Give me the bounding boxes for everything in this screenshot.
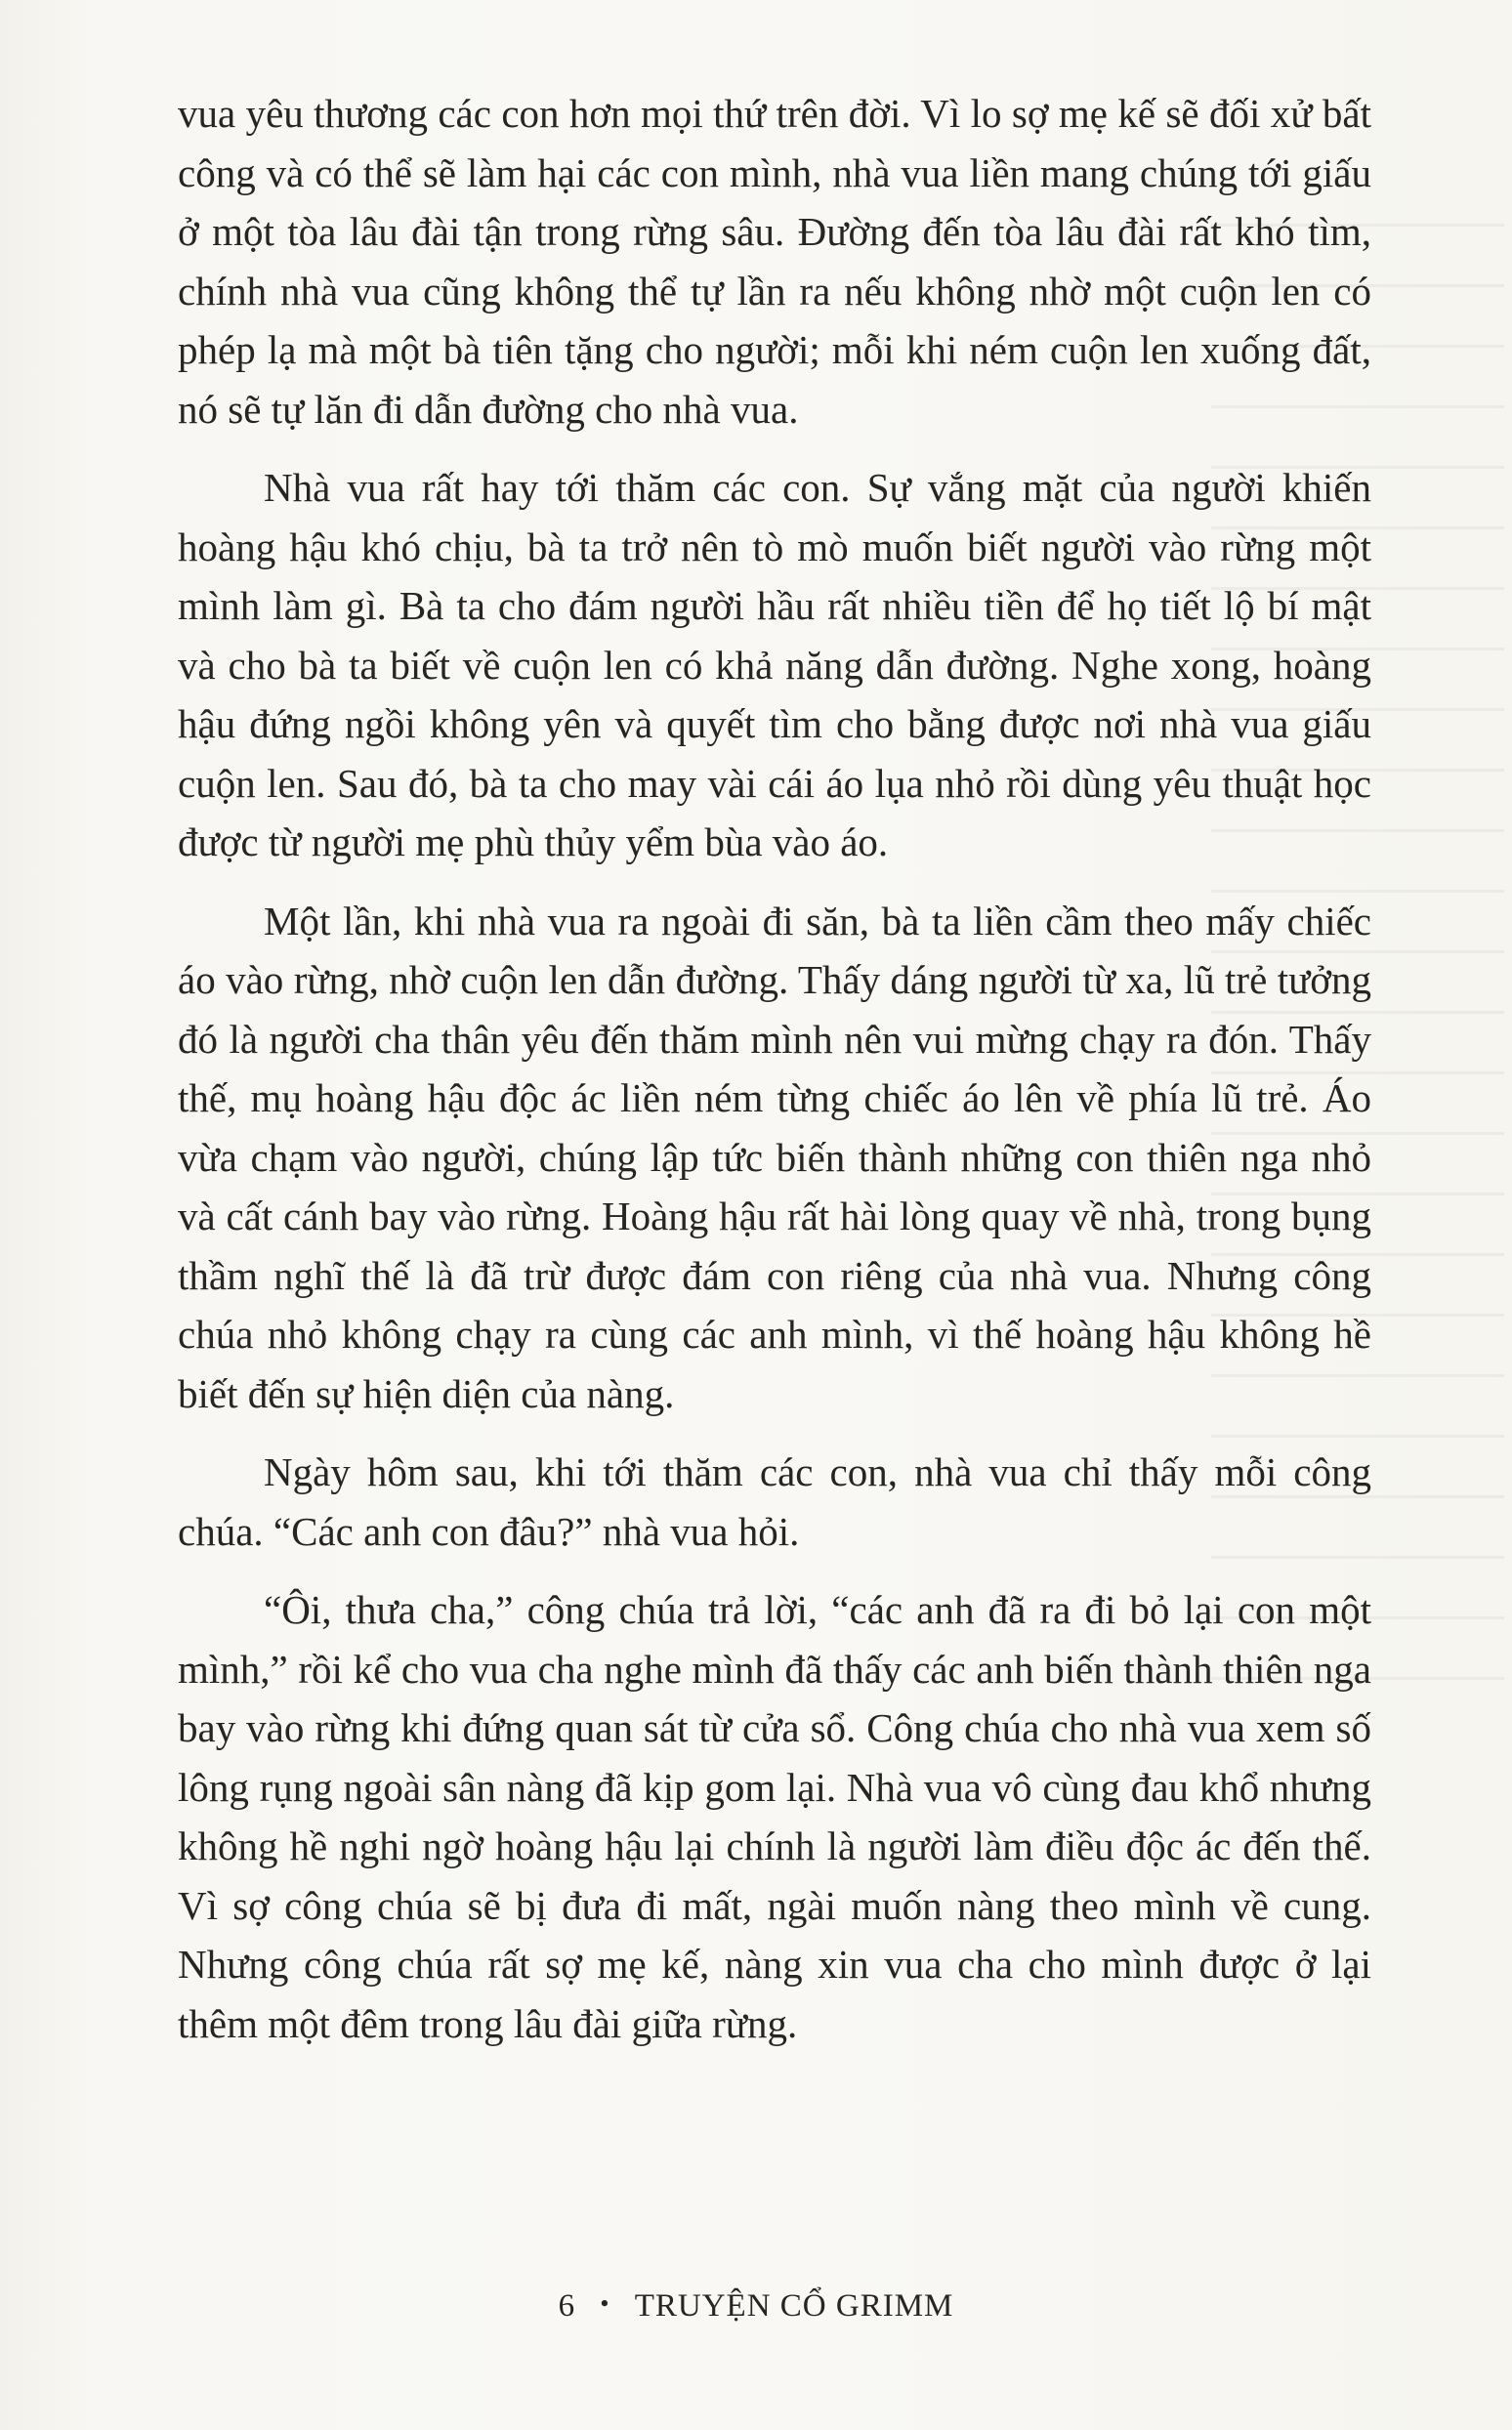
paragraph-1: vua yêu thương các con hơn mọi thứ trên đời. Vì lo sợ mẹ kế sẽ đối xử bất công và có thể sẽ làm hại các con mình, nhà vua liền mang chúng tới giấu ở một tòa lâu đài tận trong rừng sâu. Đường đến tòa lâu đài rất khó tìm, chính nhà vua cũng không thể tự lần ra nếu không nhờ một cuộn len có phép lạ mà một bà tiên tặng cho người; mỗi khi ném cuộn len xuống đất, nó sẽ tự lăn đi dẫn đường cho nhà vua. [178,91,1371,432]
paragraph-2: Nhà vua rất hay tới thăm các con. Sự vắng mặt của người khiến hoàng hậu khó chịu, bà ta trở nên tò mò muốn biết người vào rừng một mình làm gì. Bà ta cho đám người hầu rất nhiều tiền để họ tiết lộ bí mật và cho bà ta biết về cuộn len có khả năng dẫn đường. Nghe xong, hoàng hậu đứng ngồi không yên và quyết tìm cho bằng được nơi nhà vua giấu cuộn len. Sau đó, bà ta cho may vài cái áo lụa nhỏ rồi dùng yêu thuật học được từ người mẹ phù thủy yểm bùa vào áo. [178,465,1371,864]
paragraph-5: “Ôi, thưa cha,” công chúa trả lời, “các anh đã ra đi bỏ lại con một mình,” rồi kể cho vua cha nghe mình đã thấy các anh biến thành thiên nga bay vào rừng khi đứng quan sát từ cửa sổ. Công chúa cho nhà vua xem số lông rụng ngoài sân nàng đã kịp gom lại. Nhà vua vô cùng đau khổ nhưng không hề nghi ngờ hoàng hậu lại chính là người làm điều độc ác đến thế. Vì sợ công chúa sẽ bị đưa đi mất, ngài muốn nàng theo mình về cung. Nhưng công chúa rất sợ mẹ kế, nàng xin vua cha cho mình được ở lại thêm một đêm trong lâu đài giữa rừng. [178,1587,1371,2046]
page-footer [0,2288,1512,2325]
page-number: 6 [558,2288,576,2324]
running-title: TRUYỆN CỔ GRIMM [634,2288,954,2324]
paragraph-4: Ngày hôm sau, khi tới thăm các con, nhà vua chỉ thấy mỗi công chúa. “Các anh con đâu?” nhà vua hỏi. [178,1449,1371,1554]
paragraph-3: Một lần, khi nhà vua ra ngoài đi săn, bà ta liền cầm theo mấy chiếc áo vào rừng, nhờ cuộn len dẫn đường. Thấy dáng người từ xa, lũ trẻ tưởng đó là người cha thân yêu đến thăm mình nên vui mừng chạy ra đón. Thấy thế, mụ hoàng hậu độc ác liền ném từng chiếc áo lên về phía lũ trẻ. Áo vừa chạm vào người, chúng lập tức biến thành những con thiên nga nhỏ và cất cánh bay vào rừng. Hoàng hậu rất hài lòng quay về nhà, trong bụng thầm nghĩ thế là đã trừ được đám con riêng của nhà vua. Nhưng công chúa nhỏ không chạy ra cùng các anh mình, vì thế hoàng hậu không hề biết đến sự hiện diện của nàng. [178,898,1371,1416]
footer-separator: • [600,2289,610,2318]
body-text [178,84,1371,2053]
